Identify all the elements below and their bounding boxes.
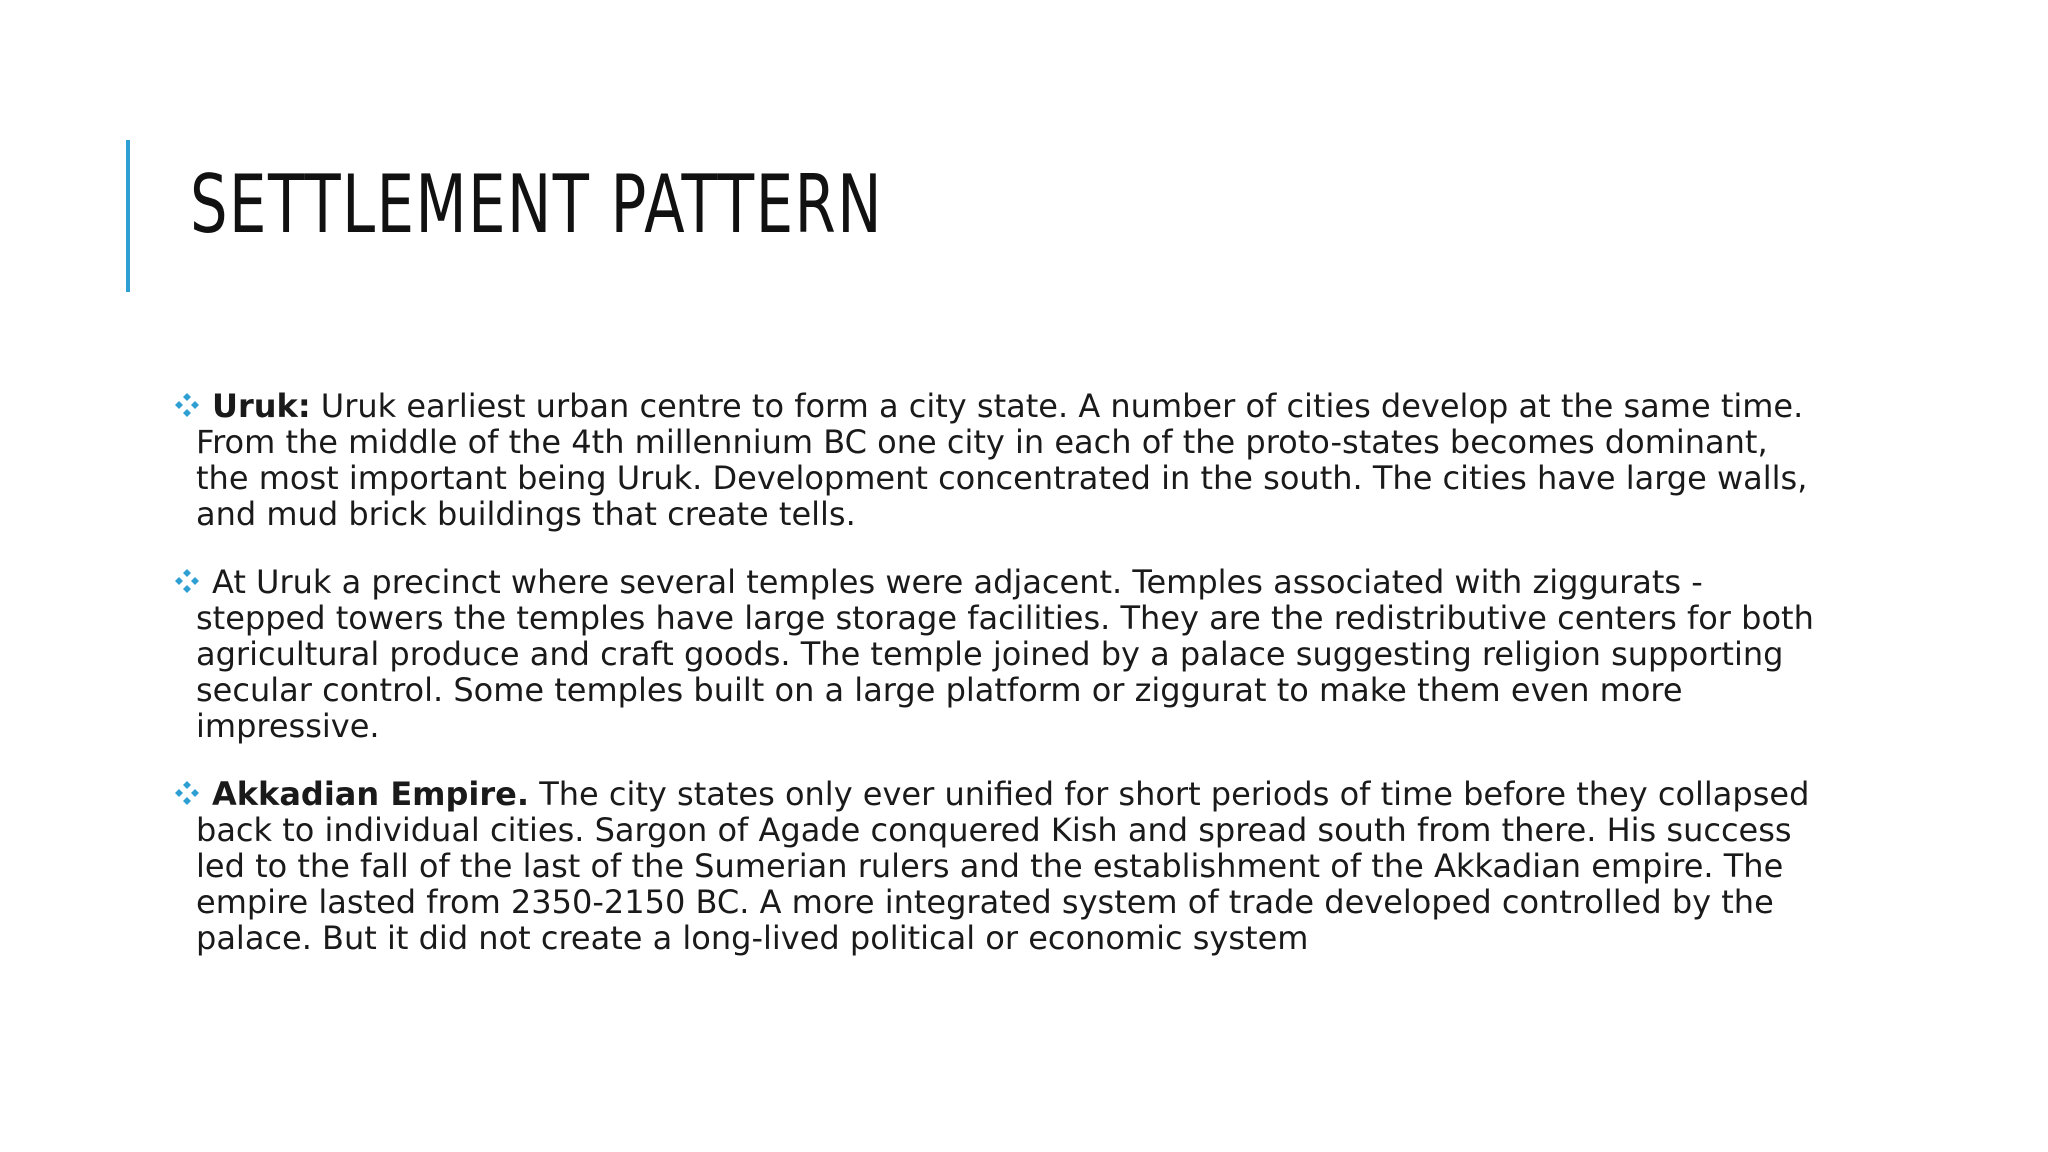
bullet-body: Uruk earliest urban centre to form a city state. A number of cities develop at the same time. From the middle of the 4th millennium BC one city in each of the proto-states becomes dominant, the most important being Uruk. Development concentrated in the south. The cities have large walls, and mud brick buildings that create tells.	[196, 387, 1808, 533]
bullet-list	[184, 388, 1824, 988]
four-diamond-bullet-icon	[172, 568, 202, 594]
bullet-paragraph	[196, 388, 1824, 532]
bullet-item-temples	[184, 564, 1824, 744]
bullet-body: The city states only ever unified for short periods of time before they collapsed back to individual cities. Sargon of Agade conquered Kish and spread south from there. His success led to the fall of the last of the Sumerian rulers and the establishment of the Akkadian empire. The empire lasted from 2350-2150 BC. A more integrated system of trade developed controlled by the palace. But it did not create a long-lived political or economic system	[196, 775, 1810, 957]
bullet-paragraph	[196, 776, 1824, 956]
bullet-body: At Uruk a precinct where several temples were adjacent. Temples associated with ziggurats - stepped towers the temples have large storage facilities. They are the redistributive centers for both agricultural produce and craft goods. The temple joined by a palace suggesting religion supporting secular control. Some temples built on a large platform or ziggurat to make them even more impressive.	[196, 563, 1814, 745]
bullet-paragraph	[196, 564, 1824, 744]
bullet-lead: Akkadian Empire.	[212, 775, 530, 813]
four-diamond-bullet-icon	[172, 780, 202, 806]
bullet-lead: Uruk:	[212, 387, 311, 425]
title-accent-bar	[126, 140, 130, 292]
four-diamond-bullet-icon	[172, 392, 202, 418]
slide-title: SETTLEMENT PATTERN	[190, 158, 883, 251]
bullet-item-uruk	[184, 388, 1824, 532]
bullet-item-akkadian-empire	[184, 776, 1824, 956]
